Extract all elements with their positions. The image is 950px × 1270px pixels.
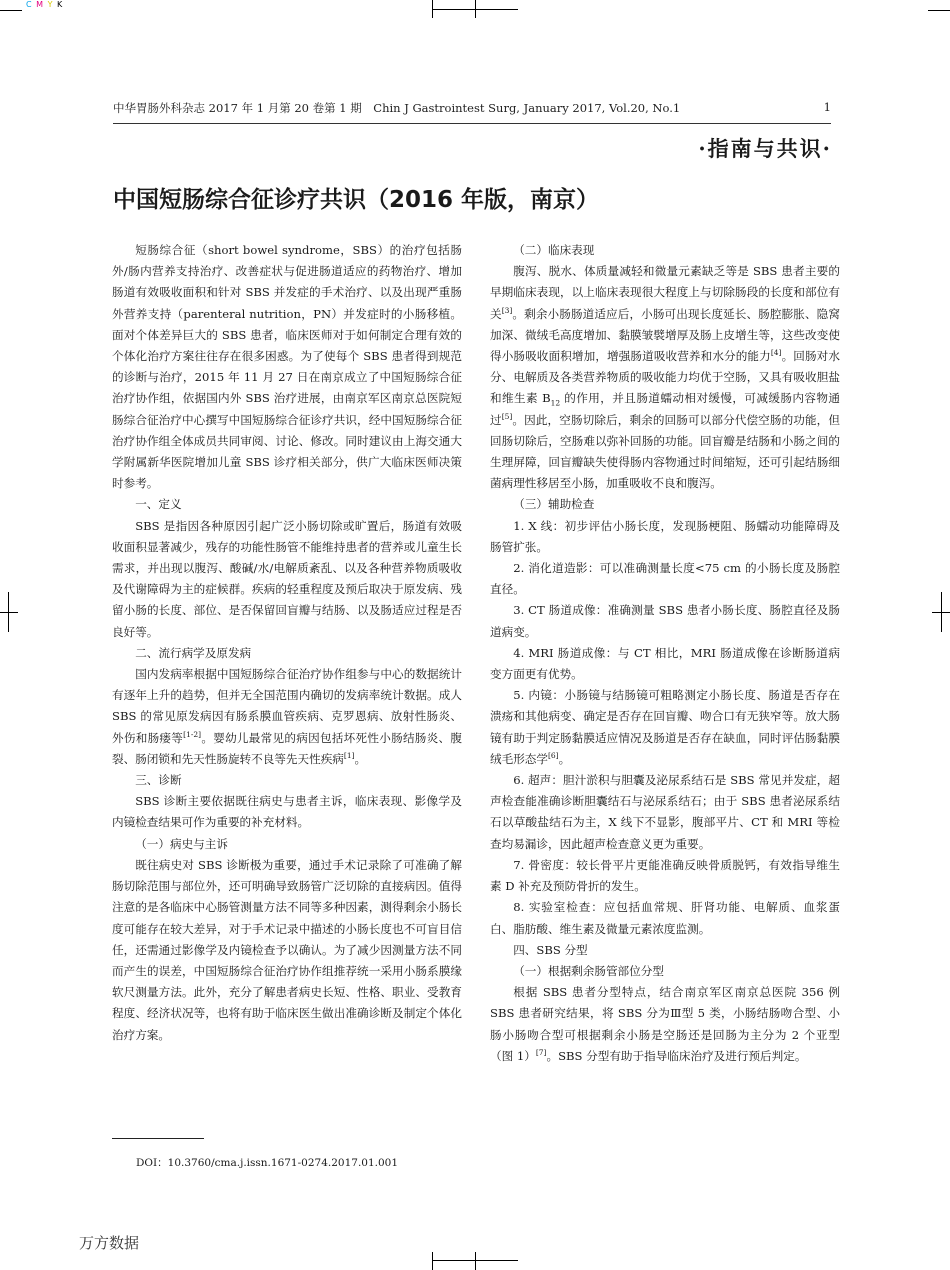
- section-heading: [112, 643, 462, 664]
- paragraph-text: 。SBS 分型有助于指导临床治疗及进行预后判定。: [546, 1048, 807, 1063]
- crop-mark: [475, 1252, 476, 1270]
- section-heading: [490, 240, 840, 261]
- crop-mark: [932, 612, 950, 613]
- paragraph-text: 腹泻、脱水、体质量减轻和微量元素缺乏等是 SBS 患者主要的早期临床表现，以上临床表现很大程度上与切除肠段的长度和部位有关: [490, 264, 840, 321]
- paragraph: [112, 516, 462, 643]
- crop-mark: [0, 612, 18, 613]
- paragraph-text: （一）病史与主诉: [135, 836, 228, 851]
- paragraph-text: 的作用，并且肠道蠕动相对缓慢，可减缓肠内容物通过: [490, 391, 840, 427]
- paragraph-text: 3. CT 肠道成像：准确测量 SBS 患者小肠长度、肠腔直径及肠道病变。: [490, 603, 840, 639]
- paragraph-text: 。回肠对水分、电解质及各类营养物质的吸收能力均优于空肠，又具有吸收胆盐和维生素 B: [490, 349, 840, 406]
- section-heading: [490, 494, 840, 515]
- cmyk-y: Y: [47, 0, 54, 9]
- paragraph-text: 。剩余小肠肠道适应后，小肠可出现长度延长、肠腔膨胀、隐窝加深、微绒毛高度增加、黏膜皱襞增厚及肠上皮增生等，这些改变使得小肠吸收面积增加，增强肠道吸收营养和水分的能力: [490, 306, 840, 364]
- section-heading: [112, 494, 462, 515]
- crop-mark: [432, 1252, 433, 1270]
- paragraph-text: 国内发病率根据中国短肠综合征治疗协作组参与中心的数据统计有逐年上升的趋势，但并无全国范围内确切的发病率统计数据。成人 SBS 的常见原发病因有肠系膜血管疾病、克罗恩病、放射性肠炎、外伤和肠瘘等: [112, 667, 462, 745]
- paragraph: [490, 558, 840, 600]
- paragraph-text: 根据 SBS 患者分型特点，结合南京军区南京总医院 356 例 SBS 患者研究结果，将 SBS 分为Ⅲ型 5 类，小肠结肠吻合型、小肠小肠吻合型可根据剩余小肠是空肠还是回肠为主分为 2 个亚型（图 1）: [490, 985, 840, 1063]
- paragraph: [490, 770, 840, 855]
- paragraph-text: （三）辅助检查: [513, 497, 595, 512]
- crop-mark: [0, 10, 22, 11]
- paragraph-text: SBS 诊断主要依据既往病史与患者主诉，临床表现、影像学及内镜检查结果可作为重要的补充材料。: [112, 794, 462, 830]
- paragraph-text: 二、流行病学及原发病: [135, 645, 252, 660]
- paragraph-text: 7. 骨密度：较长骨平片更能准确反映骨质脱钙，有效指导维生素 D 补充及预防骨折的发生。: [490, 857, 840, 894]
- paragraph-text: 。婴幼儿最常见的病因包括坏死性小肠结肠炎、腹裂、肠闭锁和先天性肠旋转不良等先天性疾病: [112, 730, 462, 766]
- right-column: [490, 240, 840, 1067]
- paragraph-text: 4. MRI 肠道成像：与 CT 相比，MRI 肠道成像在诊断肠道病变方面更有优势。: [490, 645, 840, 682]
- paragraph: [490, 685, 840, 770]
- paragraph-text: （二）临床表现: [513, 243, 595, 257]
- section-heading: [112, 834, 462, 855]
- paragraph-text: 既往病史对 SBS 诊断极为重要，通过手术记录除了可准确了解肠切除范围与部位外，还可明确导致肠管广泛切除的直接病因。值得注意的是各临床中心肠管测量方法不同等多种因素，测得剩余小肠长度可能存在较大差异，对于手术记录中描述的小肠长度也不可盲目信任，还需通过影像学及内镜检查予以确认。为了减少因测量方法不同而产生的误差，中国短肠综合征治疗协作组推荐统一采用小肠系膜缘软尺测量方法。此外，充分了解患者病史长短、性格、职业、受教育程度、经济状况等，也将有助于临床医生做出准确诊断及制定个体化治疗方案。: [112, 857, 462, 1042]
- footnote-rule: [112, 1138, 204, 1139]
- paragraph-text: SBS 是指因各种原因引起广泛小肠切除或旷置后，肠道有效吸收面积显著减少，残存的功能性肠管不能维持患者的营养或儿童生长需求，并出现以腹泻、酸碱/水/电解质紊乱、以及各种营养物质吸收及代谢障碍为主的症候群。疾病的轻重程度及预后取决于原发病、残留小肠的长度、部位、是否保留回盲瓣与结肠、以及肠适应过程是否良好等。: [112, 518, 462, 639]
- section-heading: [112, 770, 462, 791]
- cmyk-k: K: [57, 0, 64, 9]
- paragraph-text: （一）根据剩余肠管部位分型: [513, 963, 664, 978]
- subscript: 12: [550, 398, 561, 408]
- crop-mark: [432, 1260, 518, 1261]
- paragraph: [490, 261, 840, 494]
- paragraph-text: 一、定义: [135, 497, 182, 512]
- paragraph: [490, 643, 840, 685]
- cmyk-m: M: [36, 0, 45, 9]
- paragraph: [490, 516, 840, 558]
- journal-citation: 中华胃肠外科杂志 2017 年 1 月第 20 卷第 1 期 Chin J Gastrointest Surg, January 2017, Vol.20, No.1: [113, 101, 681, 115]
- paragraph-text: 1. X 线：初步评估小肠长度，发现肠梗阻、肠蠕动功能障碍及肠管扩张。: [490, 518, 840, 554]
- paragraph: [112, 855, 462, 1046]
- paragraph-text: 短肠综合征（short bowel syndrome，SBS）的治疗包括肠外/肠内营养支持治疗、改善症状与促进肠道适应的药物治疗、增加肠道有效吸收面积和针对 SBS 并发症的手术治疗、以及出现严重肠外营养支持（parenteral nutrition，PN）并发症时的小肠移植。面对个体差异巨大的 SBS 患者，临床医师对于如何制定合理有效的个体化治疗方案往往存在很多困惑。为了使每个 SBS 患者得到规范的诊断与治疗，2015 年 11 月 27 日在南京成立了中国短肠综合征治疗协作组，依据国内外 SBS 治疗进展，由南京军区南京总医院短肠综合征治疗中心撰写中国短肠综合征诊疗共识，经中国短肠综合征治疗协作组全体成员共同审阅、讨论、修改。同时建议由上海交通大学附属新华医院增加儿童 SBS 诊疗相关部分，供广大临床医师决策时参考。: [112, 243, 462, 491]
- paragraph-text: 三、诊断: [135, 773, 182, 788]
- watermark: 万方数据: [79, 1234, 140, 1252]
- paragraph: [112, 240, 462, 494]
- paragraph-text: 5. 内镜：小肠镜与结肠镜可粗略测定小肠长度、肠道是否存在溃疡和其他病变、确定是否存在回盲瓣、吻合口有无狭窄等。放大肠镜有助于判定肠黏膜适应情况及肠道是否存在缺血，同时评估肠黏膜绒毛形态学: [490, 688, 840, 766]
- crop-mark: [928, 10, 950, 11]
- crop-mark: [432, 9, 518, 10]
- left-column: [112, 240, 462, 1046]
- citation-ref: [1]: [343, 751, 355, 761]
- section-heading: [490, 940, 840, 961]
- citation-ref: [7]: [535, 1047, 547, 1057]
- section-tag: ·指南与共识·: [698, 136, 832, 161]
- paragraph: [490, 855, 840, 897]
- paragraph-text: 四、SBS 分型: [513, 942, 588, 957]
- cmyk-c: C: [26, 0, 33, 9]
- citation-ref: [6]: [547, 751, 559, 761]
- paragraph: [112, 664, 462, 770]
- paragraph: [490, 600, 840, 642]
- page-number: 1: [823, 100, 831, 114]
- doi-footnote: DOI：10.3760/cma.j.issn.1671-0274.2017.01.001: [136, 1157, 399, 1169]
- citation-ref: [3]: [501, 305, 513, 315]
- citation-ref: [1-2]: [183, 729, 202, 739]
- paragraph-text: 。: [558, 751, 571, 766]
- paragraph: [490, 897, 840, 939]
- paragraph: [490, 982, 840, 1067]
- citation-ref: [5]: [501, 411, 513, 421]
- header-rule: [113, 123, 831, 124]
- paragraph-text: 6. 超声：胆汁淤积与胆囊及泌尿系结石是 SBS 常见并发症，超声检查能准确诊断胆囊结石与泌尿系结石；由于 SBS 患者泌尿系结石以草酸盐结石为主，X 线下不显影，腹部平片、CT 和 MRI 等检查均易漏诊，因此超声检查意义更为重要。: [490, 773, 840, 851]
- paragraph-text: 2. 消化道造影：可以准确测量长度<75 cm 的小肠长度及肠腔直径。: [490, 561, 840, 597]
- paragraph-text: 。: [354, 751, 367, 766]
- paragraph-text: 。因此，空肠切除后，剩余的回肠可以部分代偿空肠的功能，但回肠切除后，空肠难以弥补回肠的功能。回盲瓣是结肠和小肠之间的生理屏障，回盲瓣缺失使得肠内容物通过时间缩短，还可引起结肠细菌病理性移居至小肠，加重吸收不良和腹泻。: [490, 412, 840, 491]
- paragraph-text: 8. 实验室检查：应包括血常规、肝肾功能、电解质、血浆蛋白、脂肪酸、维生素及微量元素浓度监测。: [490, 900, 840, 936]
- article-title: 中国短肠综合征诊疗共识（2016 年版，南京）: [113, 187, 600, 213]
- paragraph: [112, 791, 462, 833]
- cmyk-registration: [26, 0, 63, 9]
- citation-ref: [4]: [770, 348, 782, 358]
- section-heading: [490, 961, 840, 982]
